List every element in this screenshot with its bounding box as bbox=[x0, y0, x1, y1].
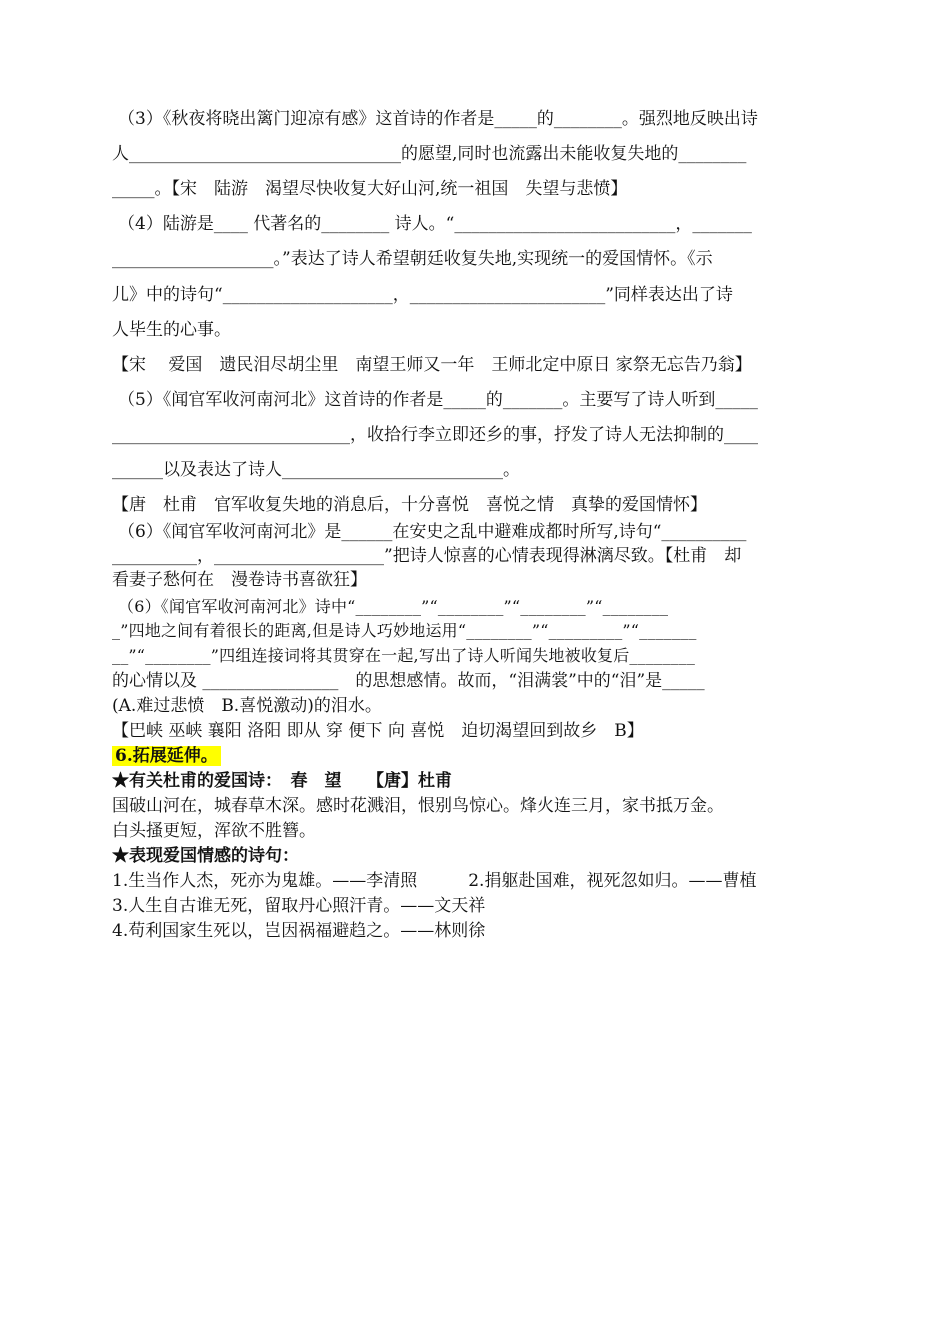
section-heading bbox=[112, 745, 221, 767]
q6b-line-3: __”“________”四组连接词将其贯穿在一起,写出了诗人听闻失地被收复后________ bbox=[112, 646, 696, 665]
q3-line-2: 人________________________________的愿望,同时也流露出未能收复失地的________ bbox=[112, 144, 747, 164]
q6a-line-3: 看妻子愁何在 漫卷诗书喜欲狂】 bbox=[112, 570, 367, 590]
quote-line-3: 4.苟利国家生死以，岂因祸福避趋之。——林则徐 bbox=[112, 921, 486, 941]
poem-line-2: 白头搔更短，浑欲不胜簪。 bbox=[112, 821, 316, 841]
quote-line-1: 1.生当作人杰，死亦为鬼雄。——李清照 2.捐躯赴国难，视死忽如归。——曹植 bbox=[112, 871, 757, 891]
q6b-line-1: （6）《闻官军收河南河北》诗中“________”“________”“________”“________ bbox=[118, 597, 669, 616]
poem-title: ★有关杜甫的爱国诗： 春 望 【唐】杜甫 bbox=[112, 771, 452, 791]
q6b-line-4: 的心情以及 ________________ 的思想感情。故而，“泪满裳”中的“泪”是_____ bbox=[112, 671, 705, 691]
section-heading-text: 6.拓展延伸。 bbox=[112, 746, 221, 766]
q5-line-1: （5）《闻官军收河南河北》这首诗的作者是_____的_______。主要写了诗人听到_____ bbox=[118, 390, 758, 410]
q5-answer: 【唐 杜甫 官军收复失地的消息后，十分喜悦 喜悦之情 真挚的爱国情怀】 bbox=[112, 495, 707, 515]
q3-answer: _____。【宋 陆游 渴望尽快收复大好山河,统一祖国 失望与悲愤】 bbox=[112, 179, 628, 199]
q4-line-4: 人毕生的心事。 bbox=[112, 320, 231, 340]
q6a-line-1: （6）《闻官军收河南河北》是______在安史之乱中避难成都时所写,诗句“__________ bbox=[118, 522, 747, 542]
q6b-line-2: _”四地之间有着很长的距离,但是诗人巧妙地运用“________”“_________”“_______ bbox=[112, 621, 697, 640]
quote-line-2: 3.人生自古谁无死，留取丹心照汗青。——文天祥 bbox=[112, 896, 486, 916]
q6b-line-5: (A.难过悲愤 B.喜悦激动)的泪水。 bbox=[112, 696, 382, 716]
q5-line-2: ____________________________，收拾行李立即还乡的事，抒发了诗人无法抑制的____ bbox=[112, 425, 758, 445]
quotes-title: ★表现爱国情感的诗句： bbox=[112, 846, 299, 866]
q6b-answer: 【巴峡 巫峡 襄阳 洛阳 即从 穿 便下 向 喜悦 迫切渴望回到故乡 B】 bbox=[112, 721, 644, 741]
q4-line-1: （4）陆游是____ 代著名的________ 诗人。“__________________________，_______ bbox=[118, 214, 752, 234]
q3-line-1: （3）《秋夜将晓出篱门迎凉有感》这首诗的作者是_____的________。强烈地反映出诗 bbox=[118, 109, 758, 129]
q6a-line-2: __________，____________________”把诗人惊喜的心情表现得淋漓尽致。【杜甫 却 bbox=[112, 546, 742, 566]
q4-line-2: ___________________。”表达了诗人希望朝廷收复失地,实现统一的爱国情怀。《示 bbox=[112, 249, 713, 269]
q4-line-3: 儿》中的诗句“____________________，_______________________”同样表达出了诗 bbox=[112, 285, 733, 305]
poem-line-1: 国破山河在，城春草木深。感时花溅泪，恨别鸟惊心。烽火连三月，家书抵万金。 bbox=[112, 796, 724, 816]
q4-answer: 【宋 爱国 遗民泪尽胡尘里 南望王师又一年 王师北定中原日 家祭无忘告乃翁】 bbox=[112, 355, 752, 375]
q5-line-3: ______以及表达了诗人__________________________。 bbox=[112, 460, 520, 480]
